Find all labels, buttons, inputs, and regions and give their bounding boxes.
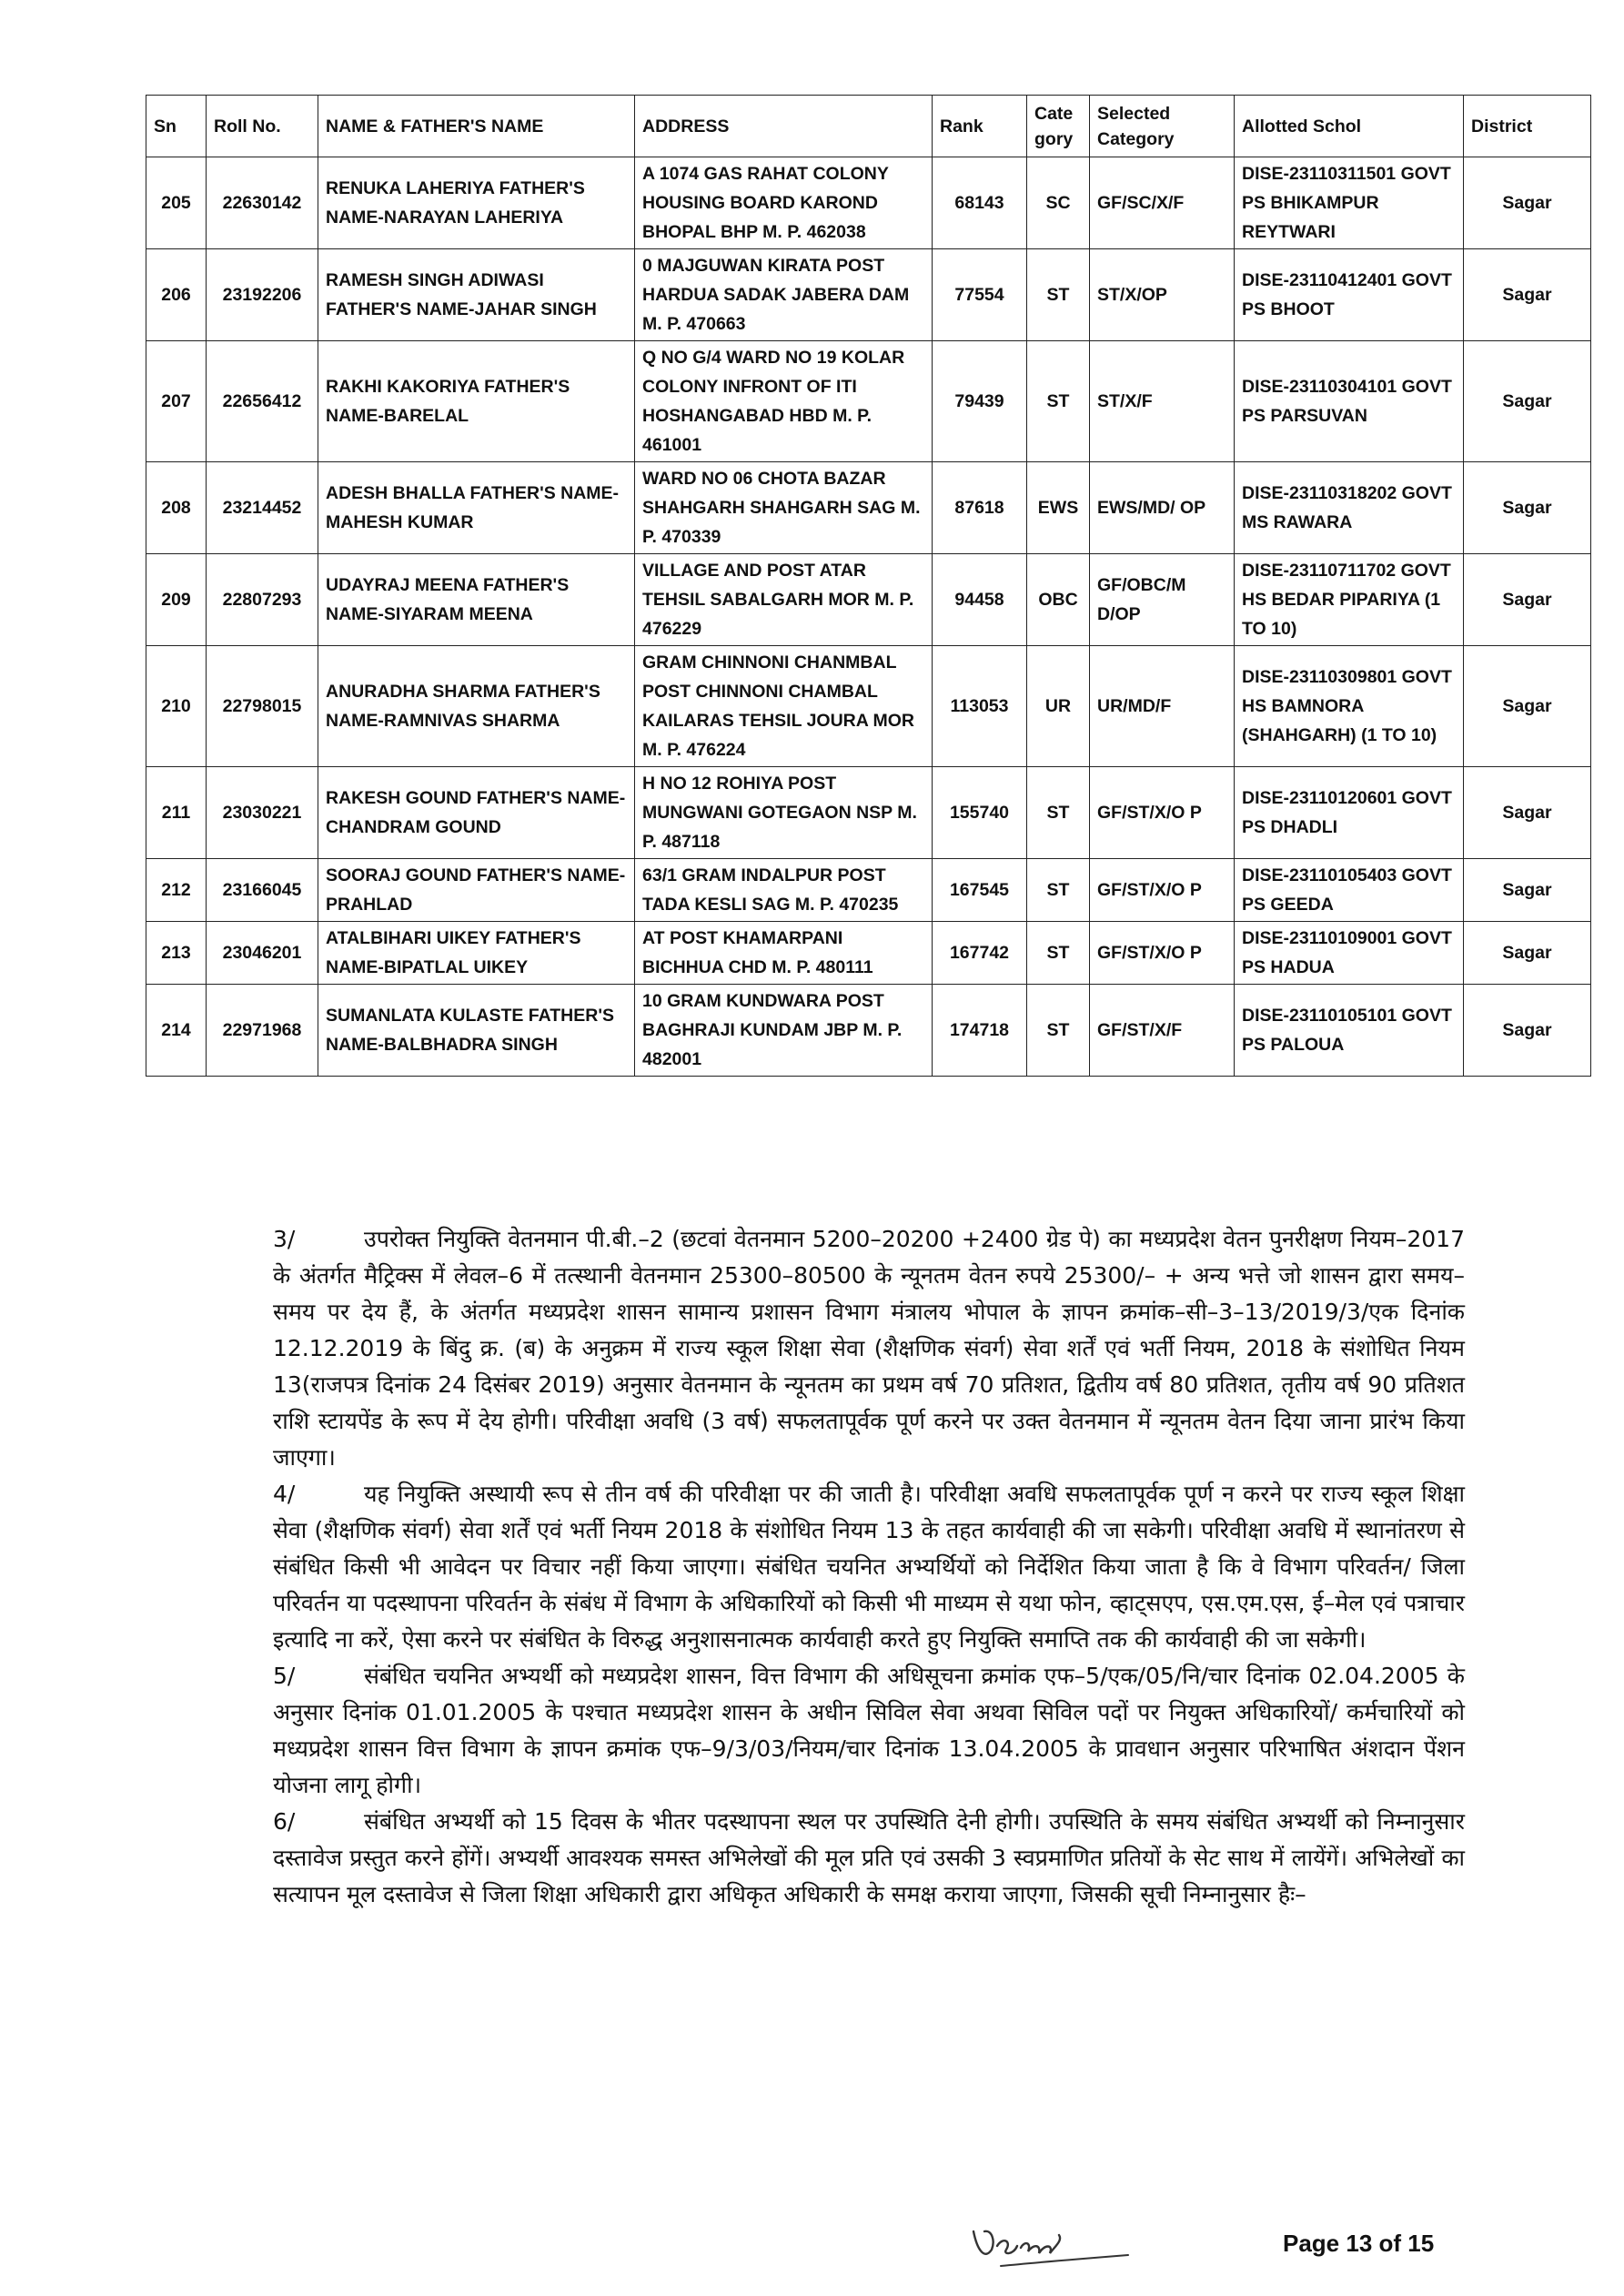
row-roll-no: 23030221 bbox=[207, 767, 318, 859]
row-sn: 213 bbox=[146, 922, 207, 985]
row-category: EWS bbox=[1027, 462, 1090, 554]
row-category: OBC bbox=[1027, 554, 1090, 646]
table-row bbox=[146, 462, 1591, 554]
paragraph-number: 3/ bbox=[273, 1226, 296, 1252]
candidate-table bbox=[146, 95, 1591, 1077]
header-name: NAME & FATHER'S NAME bbox=[318, 96, 635, 157]
row-address: WARD NO 06 CHOTA BAZAR SHAHGARH SHAHGARH SAG M. P. 470339 bbox=[635, 462, 933, 554]
row-district: Sagar bbox=[1464, 249, 1591, 341]
row-sn: 209 bbox=[146, 554, 207, 646]
row-name: RENUKA LAHERIYA FATHER'S NAME-NARAYAN LAHERIYA bbox=[318, 157, 635, 249]
row-address: Q NO G/4 WARD NO 19 KOLAR COLONY INFRONT OF ITI HOSHANGABAD HBD M. P. 461001 bbox=[635, 341, 933, 462]
row-roll-no: 23166045 bbox=[207, 859, 318, 922]
row-selected-category: GF/SC/X/F bbox=[1090, 157, 1235, 249]
row-sn: 205 bbox=[146, 157, 207, 249]
row-sn: 211 bbox=[146, 767, 207, 859]
row-roll-no: 22656412 bbox=[207, 341, 318, 462]
row-rank: 68143 bbox=[933, 157, 1027, 249]
row-district: Sagar bbox=[1464, 767, 1591, 859]
row-selected-category: GF/ST/X/O P bbox=[1090, 859, 1235, 922]
row-roll-no: 22807293 bbox=[207, 554, 318, 646]
body-text bbox=[273, 1221, 1465, 1913]
row-sn: 210 bbox=[146, 646, 207, 767]
row-name: SUMANLATA KULASTE FATHER'S NAME-BALBHADRA SINGH bbox=[318, 985, 635, 1077]
row-allotted-school: DISE-23110711702 GOVT HS BEDAR PIPARIYA (1 TO 10) bbox=[1235, 554, 1464, 646]
row-roll-no: 22630142 bbox=[207, 157, 318, 249]
row-district: Sagar bbox=[1464, 554, 1591, 646]
paragraph-number: 4/ bbox=[273, 1481, 296, 1507]
row-name: SOORAJ GOUND FATHER'S NAME-PRAHLAD bbox=[318, 859, 635, 922]
header-roll-no: Roll No. bbox=[207, 96, 318, 157]
row-rank: 155740 bbox=[933, 767, 1027, 859]
table-body bbox=[146, 157, 1591, 1077]
row-address: A 1074 GAS RAHAT COLONY HOUSING BOARD KAROND BHOPAL BHP M. P. 462038 bbox=[635, 157, 933, 249]
paragraph-6 bbox=[273, 1804, 1465, 1913]
row-rank: 167742 bbox=[933, 922, 1027, 985]
row-category: ST bbox=[1027, 859, 1090, 922]
header-rank: Rank bbox=[933, 96, 1027, 157]
row-address: H NO 12 ROHIYA POST MUNGWANI GOTEGAON NSP M. P. 487118 bbox=[635, 767, 933, 859]
row-roll-no: 23214452 bbox=[207, 462, 318, 554]
row-sn: 208 bbox=[146, 462, 207, 554]
row-selected-category: EWS/MD/ OP bbox=[1090, 462, 1235, 554]
row-allotted-school: DISE-23110318202 GOVT MS RAWARA bbox=[1235, 462, 1464, 554]
row-allotted-school: DISE-23110105403 GOVT PS GEEDA bbox=[1235, 859, 1464, 922]
paragraph-3 bbox=[273, 1221, 1465, 1476]
table-row bbox=[146, 157, 1591, 249]
row-category: ST bbox=[1027, 985, 1090, 1077]
row-district: Sagar bbox=[1464, 859, 1591, 922]
paragraph-number: 6/ bbox=[273, 1808, 296, 1835]
header-district: District bbox=[1464, 96, 1591, 157]
row-district: Sagar bbox=[1464, 922, 1591, 985]
row-selected-category: GF/OBC/M D/OP bbox=[1090, 554, 1235, 646]
header-address: ADDRESS bbox=[635, 96, 933, 157]
row-allotted-school: DISE-23110304101 GOVT PS PARSUVAN bbox=[1235, 341, 1464, 462]
row-allotted-school: DISE-23110309801 GOVT HS BAMNORA (SHAHGARH) (1 TO 10) bbox=[1235, 646, 1464, 767]
table-row bbox=[146, 767, 1591, 859]
row-allotted-school: DISE-23110412401 GOVT PS BHOOT bbox=[1235, 249, 1464, 341]
row-address: GRAM CHINNONI CHANMBAL POST CHINNONI CHAMBAL KAILARAS TEHSIL JOURA MOR M. P. 476224 bbox=[635, 646, 933, 767]
row-allotted-school: DISE-23110120601 GOVT PS DHADLI bbox=[1235, 767, 1464, 859]
row-allotted-school: DISE-23110105101 GOVT PS PALOUA bbox=[1235, 985, 1464, 1077]
table-row bbox=[146, 859, 1591, 922]
row-address: 10 GRAM KUNDWARA POST BAGHRAJI KUNDAM JBP M. P. 482001 bbox=[635, 985, 933, 1077]
row-sn: 207 bbox=[146, 341, 207, 462]
row-rank: 174718 bbox=[933, 985, 1027, 1077]
row-selected-category: GF/ST/X/O P bbox=[1090, 922, 1235, 985]
paragraph-number: 5/ bbox=[273, 1663, 296, 1689]
table-row bbox=[146, 922, 1591, 985]
row-sn: 214 bbox=[146, 985, 207, 1077]
row-name: RAKESH GOUND FATHER'S NAME-CHANDRAM GOUND bbox=[318, 767, 635, 859]
row-address: 0 MAJGUWAN KIRATA POST HARDUA SADAK JABERA DAM M. P. 470663 bbox=[635, 249, 933, 341]
row-district: Sagar bbox=[1464, 462, 1591, 554]
page-number: Page 13 of 15 bbox=[1283, 2230, 1435, 2257]
row-rank: 94458 bbox=[933, 554, 1027, 646]
table-row bbox=[146, 249, 1591, 341]
row-selected-category: ST/X/OP bbox=[1090, 249, 1235, 341]
row-selected-category: ST/X/F bbox=[1090, 341, 1235, 462]
row-category: SC bbox=[1027, 157, 1090, 249]
row-name: RAMESH SINGH ADIWASI FATHER'S NAME-JAHAR SINGH bbox=[318, 249, 635, 341]
row-district: Sagar bbox=[1464, 646, 1591, 767]
row-category: ST bbox=[1027, 767, 1090, 859]
table-header-row bbox=[146, 96, 1591, 157]
row-sn: 212 bbox=[146, 859, 207, 922]
row-category: ST bbox=[1027, 249, 1090, 341]
header-sn: Sn bbox=[146, 96, 207, 157]
row-selected-category: UR/MD/F bbox=[1090, 646, 1235, 767]
paragraph-5 bbox=[273, 1658, 1465, 1804]
paragraph-text: संबंधित अभ्यर्थी को 15 दिवस के भीतर पदस्थापना स्थल पर उपस्थिति देनी होगी। उपस्थिति के समय संबंधित अभ्यर्थी को निम्नानुसार दस्तावेज प्रस्तुत करने होंगें। अभ्यर्थी आवश्यक समस्त अभिलेखों की मूल प्रति एवं उसकी 3 स्वप्रमाणित प्रतियों के सेट साथ में लायेंगें। अभिलेखों का सत्यापन मूल दस्तावेज से जिला शिक्षा अधिकारी द्वारा अधिकृत अधिकारी के समक्ष कराया जाएगा, जिसकी सूची निम्नानुसार हैः– bbox=[273, 1808, 1465, 1907]
row-category: ST bbox=[1027, 922, 1090, 985]
row-rank: 167545 bbox=[933, 859, 1027, 922]
row-address: 63/1 GRAM INDALPUR POST TADA KESLI SAG M. P. 470235 bbox=[635, 859, 933, 922]
row-rank: 79439 bbox=[933, 341, 1027, 462]
row-address: AT POST KHAMARPANI BICHHUA CHD M. P. 480111 bbox=[635, 922, 933, 985]
row-name: ADESH BHALLA FATHER'S NAME-MAHESH KUMAR bbox=[318, 462, 635, 554]
signature bbox=[964, 2213, 1137, 2277]
row-sn: 206 bbox=[146, 249, 207, 341]
row-selected-category: GF/ST/X/F bbox=[1090, 985, 1235, 1077]
header-selected-category: Selected Category bbox=[1090, 96, 1235, 157]
row-district: Sagar bbox=[1464, 341, 1591, 462]
row-roll-no: 22971968 bbox=[207, 985, 318, 1077]
table-row bbox=[146, 341, 1591, 462]
row-allotted-school: DISE-23110109001 GOVT PS HADUA bbox=[1235, 922, 1464, 985]
row-rank: 113053 bbox=[933, 646, 1027, 767]
row-category: ST bbox=[1027, 341, 1090, 462]
row-rank: 87618 bbox=[933, 462, 1027, 554]
header-allotted-school: Allotted Schol bbox=[1235, 96, 1464, 157]
header-category: Cate gory bbox=[1027, 96, 1090, 157]
row-name: ATALBIHARI UIKEY FATHER'S NAME-BIPATLAL UIKEY bbox=[318, 922, 635, 985]
row-district: Sagar bbox=[1464, 985, 1591, 1077]
row-category: UR bbox=[1027, 646, 1090, 767]
row-district: Sagar bbox=[1464, 157, 1591, 249]
row-allotted-school: DISE-23110311501 GOVT PS BHIKAMPUR REYTWARI bbox=[1235, 157, 1464, 249]
paragraph-4 bbox=[273, 1476, 1465, 1658]
row-rank: 77554 bbox=[933, 249, 1027, 341]
paragraph-text: यह नियुक्ति अस्थायी रूप से तीन वर्ष की परिवीक्षा पर की जाती है। परिवीक्षा अवधि सफलतापूर्वक पूर्ण न करने पर राज्य स्कूल शिक्षा सेवा (शैक्षणिक संवर्ग) सेवा शर्तें एवं भर्ती नियम 2018 के संशोधित नियम 13 के तहत कार्यवाही की जा सकेगी। परिवीक्षा अवधि में स्थानांतरण से संबंधित किसी भी आवेदन पर विचार नहीं किया जाएगा। संबंधित चयनित अभ्यर्थियों को निर्देशित किया जाता है कि वे विभाग परिवर्तन/ जिला परिवर्तन या पदस्थापना परिवर्तन के संबंध में विभाग के अधिकारियों को किसी भी माध्यम से यथा फोन, व्हाट्सएप, एस.एम.एस, ई–मेल एवं पत्राचार इत्यादि ना करें, ऐसा करने पर संबंधित के विरुद्ध अनुशासनात्मक कार्यवाही करते हुए नियुक्ति समाप्ति तक की कार्यवाही की जा सकेगी। bbox=[273, 1481, 1465, 1653]
row-name: ANURADHA SHARMA FATHER'S NAME-RAMNIVAS SHARMA bbox=[318, 646, 635, 767]
row-roll-no: 23192206 bbox=[207, 249, 318, 341]
row-selected-category: GF/ST/X/O P bbox=[1090, 767, 1235, 859]
row-roll-no: 23046201 bbox=[207, 922, 318, 985]
paragraph-text: संबंधित चयनित अभ्यर्थी को मध्यप्रदेश शासन, वित्त विभाग की अधिसूचना क्रमांक एफ–5/एक/05/नि/चार दिनांक 02.04.2005 के अनुसार दिनांक 01.01.2005 के पश्चात मध्यप्रदेश शासन के अधीन सिविल सेवा अथवा सिविल पदों पर नियुक्त अधिकारियों/ कर्मचारियों को मध्यप्रदेश शासन वित्त विभाग के ज्ञापन क्रमांक एफ–9/3/03/नियम/चार दिनांक 13.04.2005 के प्रावधान अनुसार परिभाषित अंशदान पेंशन योजना लागू होगी। bbox=[273, 1663, 1465, 1798]
table-row bbox=[146, 646, 1591, 767]
table-row bbox=[146, 554, 1591, 646]
row-address: VILLAGE AND POST ATAR TEHSIL SABALGARH MOR M. P. 476229 bbox=[635, 554, 933, 646]
row-name: RAKHI KAKORIYA FATHER'S NAME-BARELAL bbox=[318, 341, 635, 462]
row-roll-no: 22798015 bbox=[207, 646, 318, 767]
row-name: UDAYRAJ MEENA FATHER'S NAME-SIYARAM MEENA bbox=[318, 554, 635, 646]
table-row bbox=[146, 985, 1591, 1077]
paragraph-text: उपरोक्त नियुक्ति वेतनमान पी.बी.–2 (छटवां वेतनमान 5200–20200 +2400 ग्रेड पे) का मध्यप्रदेश वेतन पुनरीक्षण नियम–2017 के अंतर्गत मैट्रिक्स में लेवल–6 में तत्स्थानी वेतनमान 25300–80500 के न्यूनतम वेतन रुपये 25300/– + अन्य भत्ते जो शासन द्वारा समय–समय पर देय हैं, के अंतर्गत मध्यप्रदेश शासन सामान्य प्रशासन विभाग मंत्रालय भोपाल के ज्ञापन क्रमांक–सी–3–13/2019/3/एक दिनांक 12.12.2019 के बिंदु क्र. (ब) के अनुक्रम में राज्य स्कूल शिक्षा सेवा (शैक्षणिक संवर्ग) सेवा शर्तें एवं भर्ती नियम, 2018 के संशोधित नियम 13(राजपत्र दिनांक 24 दिसंबर 2019) अनुसार वेतनमान के न्यूनतम का प्रथम वर्ष 70 प्रतिशत, द्वितीय वर्ष 80 प्रतिशत, तृतीय वर्ष 90 प्रतिशत राशि स्टायपेंड के रूप में देय होगी। परिवीक्षा अवधि (3 वर्ष) सफलतापूर्वक पूर्ण करने पर उक्त वेतनमान में न्यूनतम वेतन दिया जाना प्रारंभ किया जाएगा। bbox=[273, 1226, 1465, 1471]
